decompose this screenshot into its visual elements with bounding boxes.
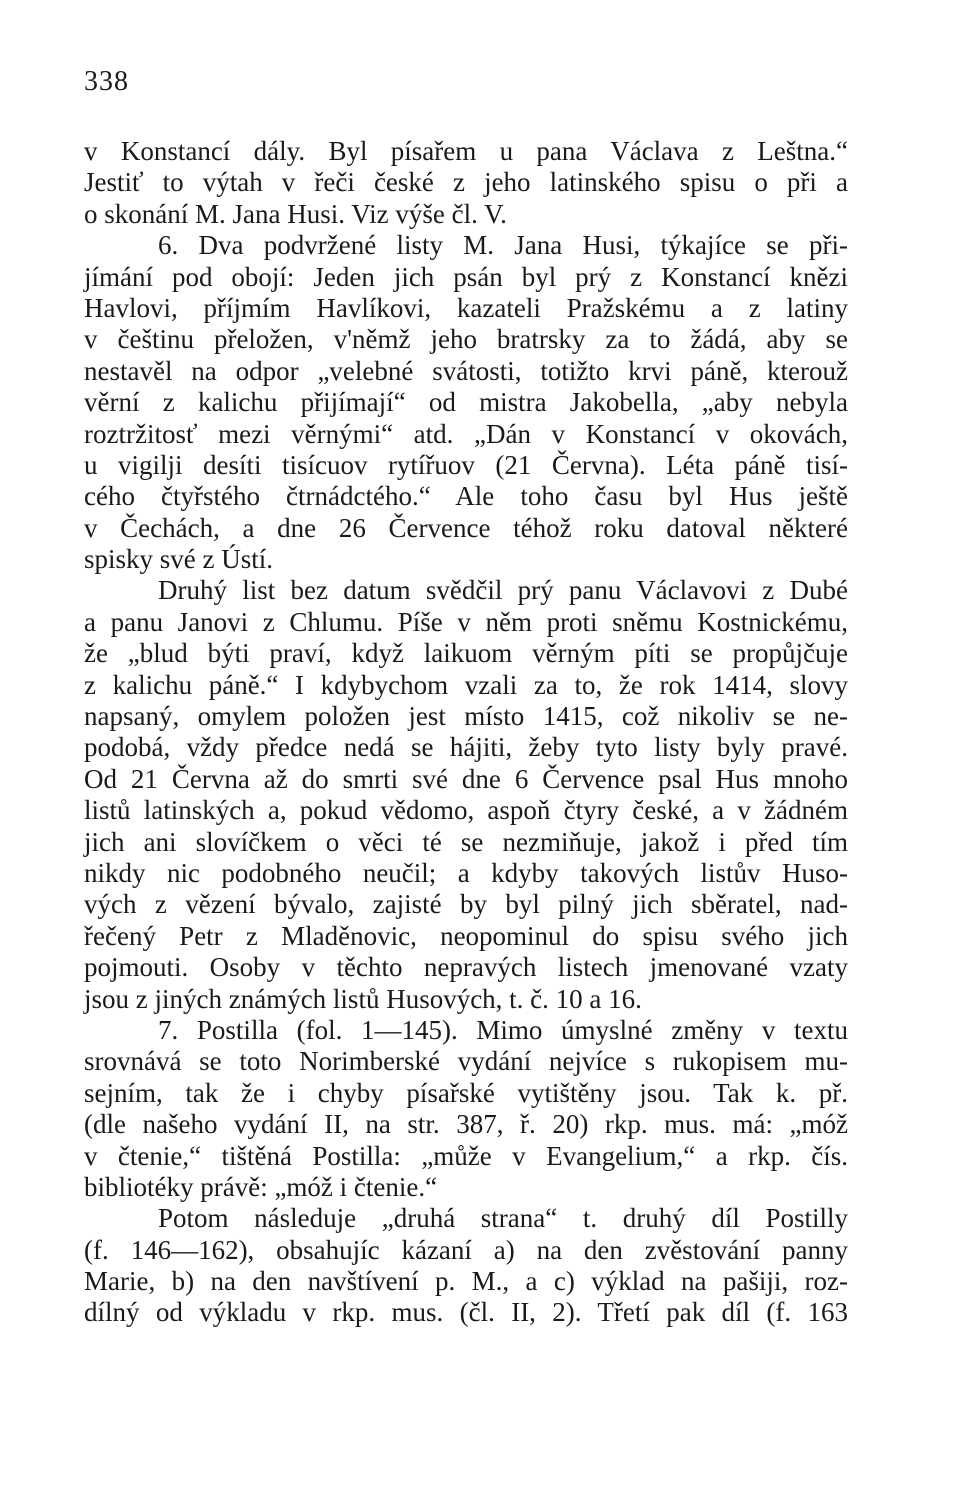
text-line: z kalichu páně.“ I kdybychom vzali za to, že rok 1414, slovy bbox=[84, 669, 848, 700]
text-line: dílný od výkladu v rkp. mus. (čl. II, 2). Třetí pak díl (f. 163 bbox=[84, 1297, 848, 1328]
text-line: pojmouti. Osoby v těchto nepravých listech jmenované vzaty bbox=[84, 952, 848, 983]
body-text bbox=[84, 136, 848, 1329]
text-line: Potom následuje „druhá strana“ t. druhý díl Postilly bbox=[158, 1203, 848, 1234]
text-line: u vigilji desíti tisícuov rytířuov (21 Června). Léta páně tisí- bbox=[84, 449, 848, 480]
text-line: Druhý list bez datum svědčil prý panu Václavovi z Dubé bbox=[158, 575, 848, 606]
text-line: řečený Petr z Mladěnovic, neopominul do spisu svého jich bbox=[84, 920, 848, 951]
text-line: cého čtyřstého čtrnádctého.“ Ale toho času byl Hus ještě bbox=[84, 481, 848, 512]
text-line: o skonání M. Jana Husi. Viz výše čl. V. bbox=[84, 198, 507, 229]
text-line: jsou z jiných známých listů Husových, t. č. 10 a 16. bbox=[84, 983, 642, 1014]
page-number: 338 bbox=[84, 66, 129, 97]
text-line: Marie, b) na den navštívení p. M., a c) výklad na pašiji, roz- bbox=[84, 1266, 848, 1297]
text-line: a panu Janovi z Chlumu. Píše v něm proti sněmu Kostnickému, bbox=[84, 606, 848, 637]
text-line: bibliotéky právě: „móž i čtenie.“ bbox=[84, 1171, 438, 1202]
text-line: Havlovi, příjmím Havlíkovi, kazateli Pražskému a z latiny bbox=[84, 292, 848, 323]
text-line: že „blud býti praví, když laikuom věrným píti se propůjčuje bbox=[84, 638, 848, 669]
text-line: spisky své z Ústí. bbox=[84, 544, 273, 575]
text-line: roztržitosť mezi věrnými“ atd. „Dán v Konstancí v okovách, bbox=[84, 418, 848, 449]
text-line: v Čechách, a dne 26 Července téhož roku datoval některé bbox=[84, 512, 848, 543]
text-line: jich ani slovíčkem o věci té se nezmiňuje, jakož i před tím bbox=[84, 826, 848, 857]
text-line: sejním, tak že i chyby písařské vytištěny jsou. Tak k. př. bbox=[84, 1077, 848, 1108]
text-line: napsaný, omylem položen jest místo 1415, což nikoliv se ne- bbox=[84, 701, 848, 732]
text-line: nikdy nic podobného neučil; a kdyby takových listův Huso- bbox=[84, 857, 848, 888]
text-line: srovnává se toto Norimberské vydání nejvíce s rukopisem mu- bbox=[84, 1046, 848, 1077]
text-line: 6. Dva podvržené listy M. Jana Husi, týkajíce se při- bbox=[158, 230, 848, 261]
text-line: v čtenie,“ tištěná Postilla: „může v Evangelium,“ a rkp. čís. bbox=[84, 1140, 848, 1171]
text-line: listů latinských a, pokud vědomo, aspoň čtyry české, a v žádném bbox=[84, 795, 848, 826]
text-line: v Konstancí dály. Byl písařem u pana Václava z Leštna.“ bbox=[84, 136, 848, 166]
text-line: (f. 146—162), obsahujíc kázaní a) na den zvěstování panny bbox=[84, 1234, 848, 1265]
text-line: vých z vězení bývalo, zajisté by byl pilný jich sběratel, nad- bbox=[84, 889, 848, 920]
text-line: nestavěl na odpor „velebné svátosti, totižto krvi páně, kterouž bbox=[84, 355, 848, 386]
text-line: Od 21 Června až do smrti své dne 6 Července psal Hus mnoho bbox=[84, 763, 848, 794]
text-line: jímání pod obojí: Jeden jich psán byl prý z Konstancí knězi bbox=[84, 261, 848, 292]
text-line: 7. Postilla (fol. 1—145). Mimo úmyslné změny v textu bbox=[158, 1014, 848, 1045]
text-line: (dle našeho vydání II, na str. 387, ř. 20) rkp. mus. má: „móž bbox=[84, 1109, 848, 1140]
text-line: věrní z kalichu přijímají“ od mistra Jakobella, „aby nebyla bbox=[84, 387, 848, 418]
text-line: Jestiť to výtah v řeči české z jeho latinského spisu o při a bbox=[84, 167, 848, 198]
text-line: podobá, vždy předce nedá se hájiti, žeby tyto listy byly pravé. bbox=[84, 732, 848, 763]
text-line: v češtinu přeložen, v'němž jeho bratrsky za to žádá, aby se bbox=[84, 324, 848, 355]
